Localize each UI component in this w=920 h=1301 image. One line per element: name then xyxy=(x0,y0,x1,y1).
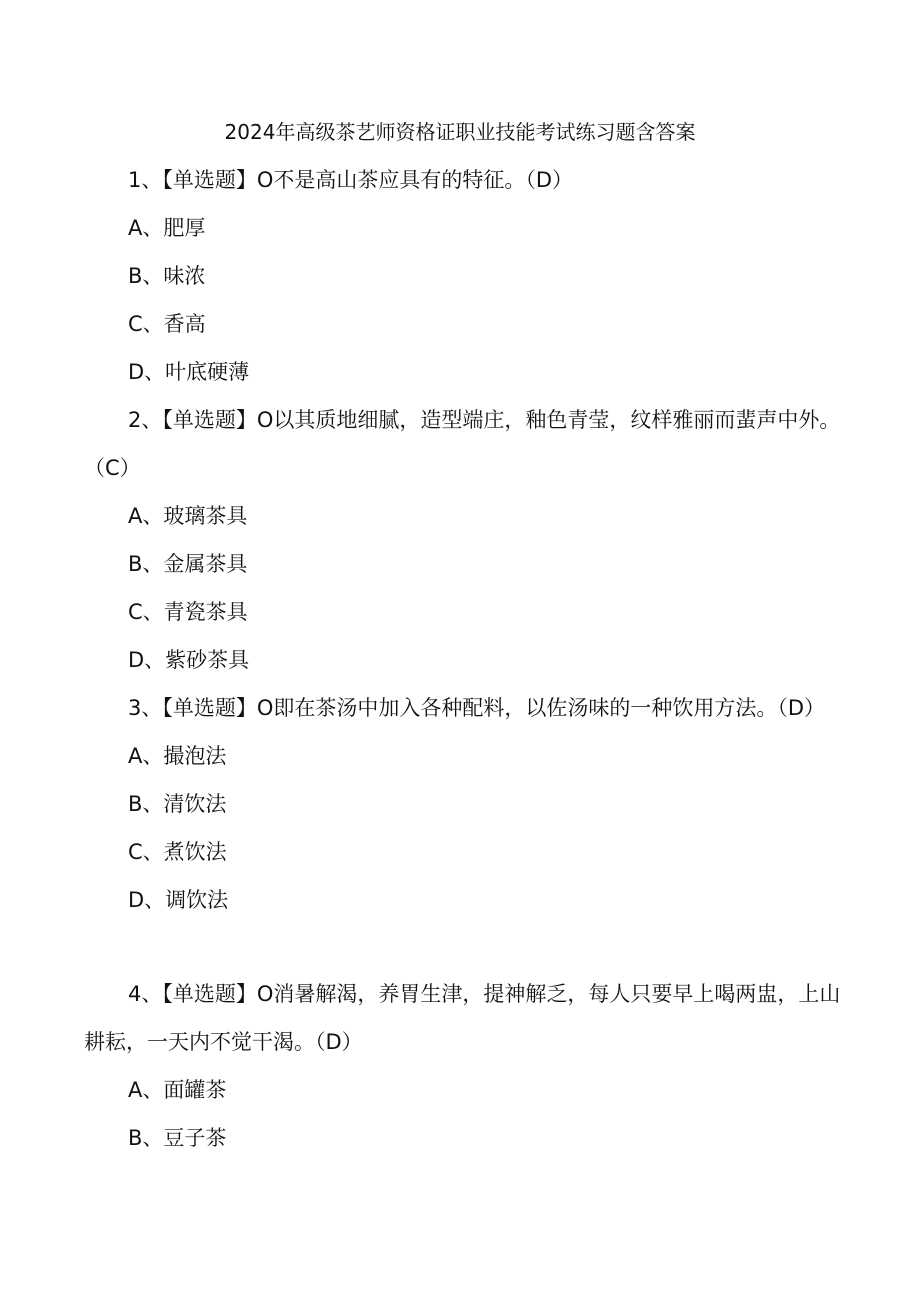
option-b: B、清饮法 xyxy=(128,792,227,816)
question-stem: 3、【单选题】O即在茶汤中加入各种配料，以佐汤味的一种饮用方法。（D） xyxy=(128,696,826,720)
question-stem: 2、【单选题】O以其质地细腻，造型端庄，釉色青莹，纹样雅丽而蜚声中外。（C） xyxy=(84,408,841,480)
option-d: D、叶底硬薄 xyxy=(128,360,250,384)
option-b: B、金属茶具 xyxy=(128,552,248,576)
option-c: C、青瓷茶具 xyxy=(128,600,248,624)
question-stem: 1、【单选题】O不是高山茶应具有的特征。（D） xyxy=(128,168,574,192)
option-b: B、味浓 xyxy=(128,264,206,288)
question-1 xyxy=(84,156,844,396)
option-b: B、豆子茶 xyxy=(128,1126,227,1150)
option-d: D、调饮法 xyxy=(128,888,229,912)
option-a: A、肥厚 xyxy=(128,216,206,240)
option-a: A、撮泡法 xyxy=(128,744,227,768)
document-title: 2024年高级茶艺师资格证职业技能考试练习题含答案 xyxy=(224,120,696,144)
option-a: A、面罐茶 xyxy=(128,1078,227,1102)
question-4 xyxy=(84,970,844,1162)
option-d: D、紫砂茶具 xyxy=(128,648,250,672)
question-3 xyxy=(84,684,844,924)
question-2 xyxy=(84,396,844,684)
option-c: C、煮饮法 xyxy=(128,840,227,864)
option-a: A、玻璃茶具 xyxy=(128,504,248,528)
option-c: C、香高 xyxy=(128,312,206,336)
question-stem: 4、【单选题】O消暑解渴，养胃生津，提神解乏，每人只要早上喝两盅，上山耕耘，一天内不觉干渴。（D） xyxy=(84,982,841,1054)
